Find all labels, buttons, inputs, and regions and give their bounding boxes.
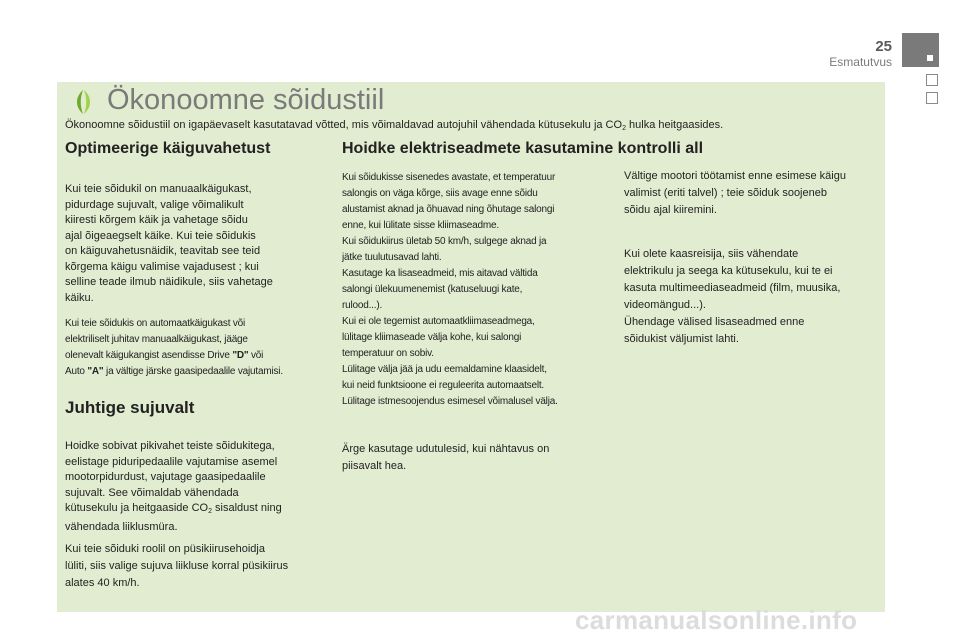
paragraph-fog-lights: Ärge kasutage udutulesid, kui nähtavus on piisavalt hea. bbox=[342, 443, 550, 472]
eco-leaf-icon bbox=[72, 89, 94, 115]
intro-text: Ökonoomne sõidustiil on igapäevaselt kasutatavad võtted, mis võimaldavad autojuhil vähendada kütusekulu ja $CO_2$ hulka heitgaasides. bbox=[65, 119, 724, 132]
paragraph-passenger-multimedia: Kui olete kaasreisija, siis vähendate elektrikulu ja seega ka kütusekulu, kui te ei kasuta multimeediaseadmeid (film, muusika, videomängud...). Ühendage välised lisaseadmed enne sõidukist väljumist lahti. bbox=[624, 248, 841, 345]
tab-marker-icon bbox=[927, 55, 933, 61]
page-number: 25 bbox=[875, 38, 892, 55]
chapter-tab-3[interactable] bbox=[926, 92, 938, 104]
heading-electrical-equipment: Hoidke elektriseadmete kasutamine kontrolli all bbox=[342, 140, 704, 157]
heading-gear-shifting: Optimeerige käiguvahetust bbox=[65, 140, 271, 157]
heading-drive-smoothly: Juhtige sujuvalt bbox=[65, 398, 195, 417]
chapter-tab-2[interactable] bbox=[926, 74, 938, 86]
watermark: carmanualsonline.info bbox=[575, 605, 858, 635]
section-label: Esmatutvus bbox=[829, 55, 892, 69]
page-title: Ökonoomne sõidustiil bbox=[107, 84, 385, 116]
paragraph-cruise-control: Kui teie sõiduki roolil on püsikiirusehoidja lüliti, siis valige sujuva liikluse korral püsikiirus alates 40 km/h. bbox=[65, 543, 289, 589]
chapter-tab-active[interactable] bbox=[902, 33, 939, 67]
paragraph-engine-idle: Vältige mootori töötamist enne esimese käigu valimist (eriti talvel) ; teie sõiduk soojeneb sõidu ajal kiiremini. bbox=[624, 170, 846, 216]
paragraph-automatic-gearbox: Kui teie sõidukis on automaatkäigukast või elektriliselt juhitav manuaalkäigukast, jääge olenevalt käigukangist asendisse Drive "D" või Auto "A" ja vältige järske gaasipedaalile vajutamisi. bbox=[65, 318, 283, 377]
paragraph-climate-control: Kui sõidukisse sisenedes avastate, et temperatuur salongis on väga kõrge, siis avage enne sõidu alustamist aknad ja õhuavad ning õhutage salongi enne, kui lülitate sisse kliimaseadme. Kui sõidukiirus ületab 50 km/h, sulgege aknad ja jätke tuulutusavad lahti. Kasutage ka lisaseadmeid, mis aitavad vältida salongi ülekuumenemist (katuseluugi kate, rulood...). Kui ei ole tegemist automaatkliimaseadmega, lülitage kliimaseade välja kohe, kui salongi temperatuur on sobiv. Lülitage välja jää ja udu eemaldamine klaasidelt, kui neid funktsioone ei reguleerita automaatselt. Lülitage istmesoojendus esimesel võimalusel välja. bbox=[342, 172, 558, 407]
paragraph-manual-gearbox: Kui teie sõidukil on manuaalkäigukast, pidurdage sujuvalt, valige võimalikult kiiresti kõrgem käik ja vahetage sõidu ajal õigeaegselt käike. Kui teie sõidukis on käiguvahetusnäidik, teavitab see teid kõrgema käigu valimise vajadusest ; kui selline teade ilmub näidikule, siis vahetage käiku. bbox=[65, 183, 273, 304]
paragraph-smooth-driving: Hoidke sobivat pikivahet teiste sõidukitega, eelistage piduripedaalile vajutamise asemel mootorpidurdust, vajutage gaasipedaalile sujuvalt. See võimaldab vähendada kütusekulu ja heitgaaside $CO_2$ sisaldust ning vähendada liiklusmüra. bbox=[65, 440, 282, 533]
